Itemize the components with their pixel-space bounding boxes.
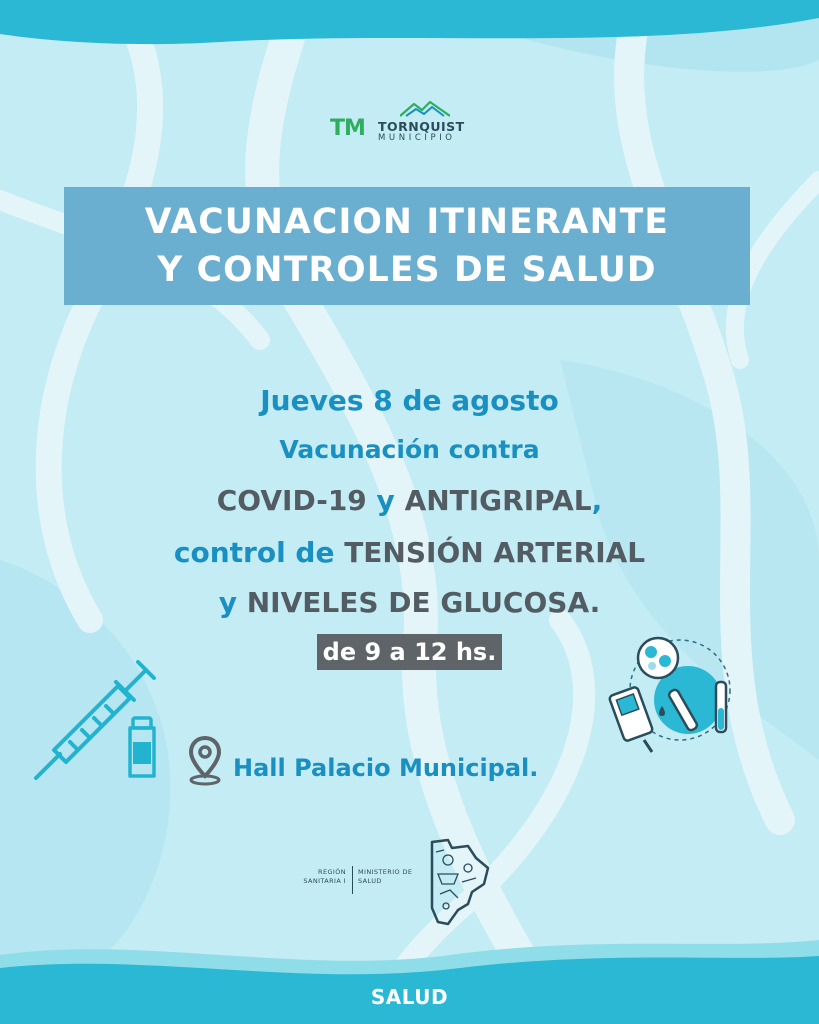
vaccines-line (0, 484, 819, 517)
title-line-1: VACUNACION ITINERANTE (144, 202, 670, 242)
control-prefix: control de (173, 536, 335, 569)
region-line-2: SANITARIA I (303, 877, 346, 885)
vaccine-antigripal: ANTIGRIPAL (404, 484, 592, 517)
control-glucose: NIVELES DE GLUCOSA. (246, 586, 601, 619)
ministry-line-1: MINISTERIO DE (358, 868, 413, 876)
control-line (0, 536, 819, 569)
footer-label: SALUD (370, 985, 449, 1009)
logo-subtitle: MUNICIPIO (378, 133, 456, 143)
vaccine-covid: COVID-19 (216, 484, 367, 517)
location-pin-icon (186, 734, 224, 786)
mountains-icon (400, 100, 450, 118)
tornquist-logo (330, 100, 480, 146)
ministry-line-2: SALUD (358, 877, 382, 885)
connector-y-2: y (218, 586, 237, 619)
event-date: Jueves 8 de agosto (260, 384, 559, 417)
logo-name: TORNQUIST (378, 119, 465, 134)
region-label (290, 868, 346, 886)
buenos-aires-province-icon (428, 838, 492, 928)
glucose-line (0, 586, 819, 619)
vaccination-intro: Vacunación contra (279, 435, 540, 464)
location-text: Hall Palacio Municipal. (233, 754, 539, 782)
glucometer-test-tubes-icon (608, 630, 736, 754)
control-blood-pressure: TENSIÓN ARTERIAL (344, 536, 646, 569)
logo-initials: TM (330, 116, 365, 141)
ministry-divider (352, 866, 353, 894)
ministry-label (358, 868, 426, 886)
title-banner (64, 187, 750, 305)
vial-icon (124, 716, 160, 780)
ministry-logo (290, 838, 500, 928)
region-line-1: REGIÓN (318, 868, 346, 876)
hours-badge: de 9 a 12 hs. (317, 634, 503, 670)
comma: , (591, 484, 603, 517)
connector-y: y (376, 484, 395, 517)
title-line-2: Y CONTROLES DE SALUD (157, 250, 657, 290)
